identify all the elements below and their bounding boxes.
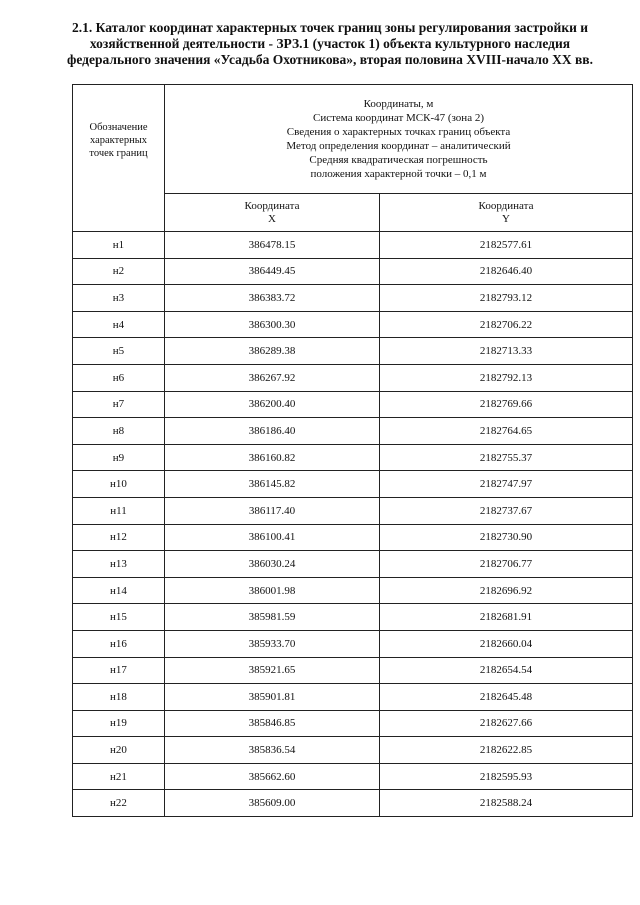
x-coordinate-cell: 386200.40 [165,391,380,418]
table-row [73,285,633,312]
header-line: Сведения о характерных точках границ объекта [286,126,511,138]
y-coordinate-cell: 2182588.24 [380,790,633,817]
table-row [73,258,633,285]
y-coordinate-cell: 2182577.61 [380,232,633,259]
point-header-line: точек границ [89,147,148,159]
table-row [73,391,633,418]
y-coordinate-cell: 2182793.12 [380,285,633,312]
point-cell: н6 [73,364,165,391]
table-row [73,444,633,471]
y-coordinate-cell: 2182730.90 [380,524,633,551]
point-cell: н19 [73,710,165,737]
x-coordinate-cell: 386030.24 [165,551,380,578]
y-coordinate-cell: 2182646.40 [380,258,633,285]
header-line: Координаты, м [363,98,434,110]
header-line: Средняя квадратическая погрешность [309,154,488,166]
y-coordinate-cell: 2182764.65 [380,418,633,445]
y-coordinate-cell: 2182627.66 [380,710,633,737]
y-coordinate-cell: 2182747.97 [380,471,633,498]
point-cell: н12 [73,524,165,551]
y-coordinate-cell: 2182706.22 [380,311,633,338]
point-cell: н10 [73,471,165,498]
point-cell: н17 [73,657,165,684]
point-cell: н3 [73,285,165,312]
x-column-header [165,194,380,232]
y-coordinate-cell: 2182713.33 [380,338,633,365]
x-header-line: X [268,212,276,225]
x-coordinate-cell: 385846.85 [165,710,380,737]
y-column-header [380,194,633,232]
x-header-line: Координата [244,199,300,212]
table-row [73,737,633,764]
x-coordinate-cell: 385933.70 [165,630,380,657]
table-row [73,232,633,259]
point-cell: н11 [73,497,165,524]
point-cell: н1 [73,232,165,259]
point-header-line: характерных [89,134,148,146]
point-cell: н7 [73,391,165,418]
point-cell: н13 [73,551,165,578]
point-column-header [73,85,165,232]
point-cell: н20 [73,737,165,764]
table-row [73,790,633,817]
point-cell: н21 [73,763,165,790]
document-title [40,20,620,68]
point-cell: н22 [73,790,165,817]
point-cell: н8 [73,418,165,445]
table-row [73,311,633,338]
x-coordinate-cell: 386160.82 [165,444,380,471]
x-coordinate-cell: 385921.65 [165,657,380,684]
x-coordinate-cell: 385901.81 [165,684,380,711]
x-coordinate-cell: 385836.54 [165,737,380,764]
y-coordinate-cell: 2182660.04 [380,630,633,657]
x-coordinate-cell: 386100.41 [165,524,380,551]
table-row [73,763,633,790]
header-line: Метод определения координат – аналитический [286,140,511,152]
table-row [73,630,633,657]
table-row [73,710,633,737]
table-row [73,471,633,498]
table-row [73,338,633,365]
x-coordinate-cell: 386383.72 [165,285,380,312]
x-coordinate-cell: 386478.15 [165,232,380,259]
point-cell: н18 [73,684,165,711]
title-line: 2.1. Каталог координат характерных точек границ зоны регулирования застройки и [71,20,589,35]
table-row [73,657,633,684]
y-header-line: Y [502,212,510,225]
header-line: Система координат МСК-47 (зона 2) [313,112,484,124]
y-coordinate-cell: 2182696.92 [380,577,633,604]
y-coordinate-cell: 2182737.67 [380,497,633,524]
point-header-line: Обозначение [89,121,148,133]
point-cell: н14 [73,577,165,604]
point-cell: н9 [73,444,165,471]
title-line: хозяйственной деятельности - ЗРЗ.1 (участок 1) объекта культурного наследия [89,36,571,51]
x-coordinate-cell: 386300.30 [165,311,380,338]
y-coordinate-cell: 2182706.77 [380,551,633,578]
y-coordinate-cell: 2182769.66 [380,391,633,418]
y-coordinate-cell: 2182755.37 [380,444,633,471]
x-coordinate-cell: 385981.59 [165,604,380,631]
y-header-line: Координата [478,199,534,212]
x-coordinate-cell: 386001.98 [165,577,380,604]
table-row [73,604,633,631]
x-coordinate-cell: 386186.40 [165,418,380,445]
table-row [73,577,633,604]
table-row [73,524,633,551]
y-coordinate-cell: 2182792.13 [380,364,633,391]
point-cell: н2 [73,258,165,285]
x-coordinate-cell: 386267.92 [165,364,380,391]
table-row [73,497,633,524]
x-coordinate-cell: 386289.38 [165,338,380,365]
x-coordinate-cell: 386145.82 [165,471,380,498]
point-cell: н5 [73,338,165,365]
table-row [73,364,633,391]
x-coordinate-cell: 386449.45 [165,258,380,285]
y-coordinate-cell: 2182654.54 [380,657,633,684]
y-coordinate-cell: 2182645.48 [380,684,633,711]
y-coordinate-cell: 2182622.85 [380,737,633,764]
x-coordinate-cell: 385609.00 [165,790,380,817]
point-cell: н15 [73,604,165,631]
header-row [73,85,633,194]
table-row [73,684,633,711]
x-coordinate-cell: 385662.60 [165,763,380,790]
point-cell: н16 [73,630,165,657]
table-row [73,418,633,445]
point-cell: н4 [73,311,165,338]
title-line: федерального значения «Усадьба Охотникова», вторая половина XVIII-начало XX вв. [67,52,593,67]
table-row [73,551,633,578]
coordinates-table [72,84,633,817]
header-line: положения характерной точки – 0,1 м [310,168,487,180]
y-coordinate-cell: 2182595.93 [380,763,633,790]
y-coordinate-cell: 2182681.91 [380,604,633,631]
coordinates-system-header [165,85,633,194]
x-coordinate-cell: 386117.40 [165,497,380,524]
